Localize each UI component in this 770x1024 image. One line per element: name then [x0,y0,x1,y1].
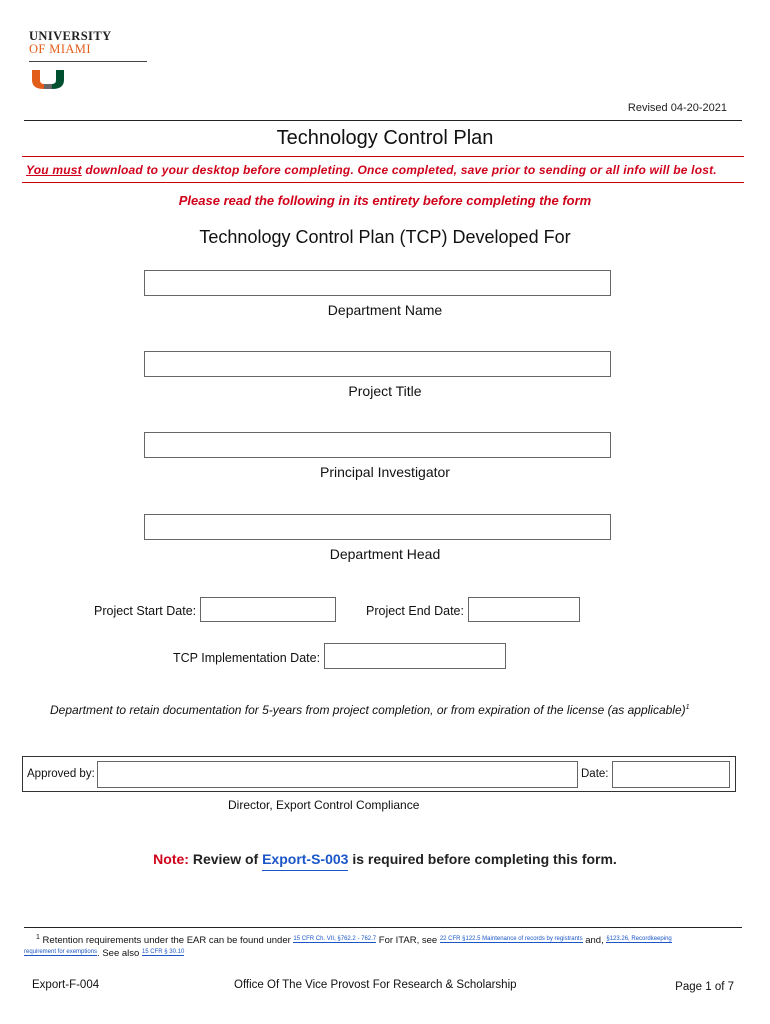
department-head-field[interactable] [144,514,611,540]
review-note [0,851,770,867]
footnote-line2 [24,948,184,959]
footnote-text3: and, [582,935,607,947]
tcp-subtitle: Technology Control Plan (TCP) Developed For [199,227,571,247]
retention-footnote-marker: 1 [685,704,690,711]
note-post: is required before completing this form. [348,851,617,867]
tcp-date-label: TCP Implementation Date: [173,651,321,665]
approval-date-field[interactable] [612,761,730,788]
note-pre: Review of [188,851,263,867]
footnote-text4: . See also [97,948,142,959]
project-title-label: Project Title [348,383,422,399]
page-title: Technology Control Plan [276,127,494,149]
footnote-divider [24,927,742,928]
footnote-line1 [36,934,672,946]
retention-note [50,703,690,717]
department-head-label: Department Head [329,546,441,562]
export-s-003-link[interactable]: Export-S-003 [262,851,348,871]
principal-investigator-field[interactable] [144,432,611,458]
form-id: Export-F-004 [32,979,100,991]
warning-text [26,163,717,177]
footnote-marker: 1 [36,934,40,941]
project-title-field[interactable] [144,351,611,377]
end-date-field[interactable] [468,597,580,622]
header-divider [24,120,742,121]
u-logo-icon [30,68,70,90]
footnote-text1: Retention requirements under the EAR can be found under [39,935,294,947]
logo-line2: OF MIAMI [29,42,91,56]
approved-by-label: Approved by: [27,768,95,780]
footnote-text2: For ITAR, see [376,935,440,947]
start-date-label: Project Start Date: [94,604,197,618]
warning-emphasis: You must [26,163,82,177]
approval-date-label: Date: [581,768,609,780]
ear-link[interactable]: 15 CFR Ch. VII, §762.2 - 762.7 [293,936,377,943]
warning-rest: download to your desktop before completing. Once completed, save prior to sending or all info will be lost. [81,163,717,177]
department-name-field[interactable] [144,270,611,296]
exemptions-link[interactable]: requirement for exemptions [24,949,98,955]
retention-text: Department to retain documentation for 5-years from project completion, or from expiration of the license (as applicable) [50,703,686,717]
revised-date: Revised 04-20-2021 [627,102,727,114]
logo-rule [29,61,147,62]
university-logo [29,30,149,56]
principal-investigator-label: Principal Investigator [320,464,450,480]
office-name: Office Of The Vice Provost For Research & Scholarship [234,979,517,991]
note-prefix: Note: [153,851,189,867]
please-read-notice: Please read the following in its entirety before completing the form [178,193,592,208]
cfr-30-10-link[interactable]: 15 CFR § 30.10 [141,949,185,955]
tcp-date-field[interactable] [324,643,506,669]
start-date-field[interactable] [200,597,336,622]
logo-line1: UNIVERSITY [29,29,112,43]
end-date-label: Project End Date: [366,604,464,618]
itar-link[interactable]: 22 CFR §122.5 Maintenance of records by registrants [439,936,583,943]
recordkeeping-link[interactable]: §123.26, Recordkeeping [606,936,672,943]
page-number: Page 1 of 7 [675,981,734,993]
approved-by-field[interactable] [97,761,578,788]
department-name-label: Department Name [327,302,443,318]
director-caption: Director, Export Control Compliance [228,798,420,812]
